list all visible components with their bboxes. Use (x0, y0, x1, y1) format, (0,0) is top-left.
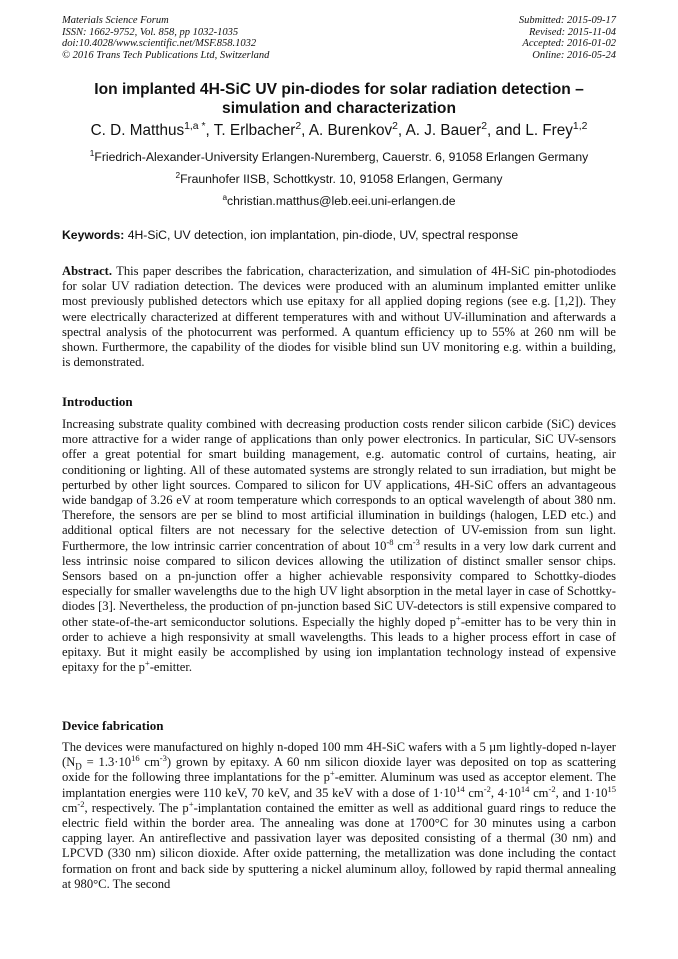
dates-info (519, 15, 616, 61)
device-text-run: + (329, 768, 335, 779)
affiliation-mark: a (222, 191, 228, 202)
issn-line: ISSN: 1662-9752, Vol. 858, pp 1032-1035 (62, 26, 239, 38)
device-text-run: -2 (77, 798, 85, 809)
author-sep: , and (487, 122, 526, 139)
introduction-paragraph (62, 417, 616, 675)
device-fabrication-paragraph (62, 740, 616, 892)
keywords-label: Keywords: (62, 228, 125, 242)
affiliation-text: Fraunhofer IISB, Schottkystr. 10, 91058 Erlangen, Germany (180, 172, 503, 186)
author-sep: , (205, 122, 214, 139)
device-text-run: 15 (607, 783, 616, 794)
device-text-run: -2 (483, 783, 491, 794)
author-name: A. J. Bauer (405, 122, 482, 139)
online-date: Online: 2016-05-24 (532, 49, 616, 61)
device-text-run: , and 1·10 (555, 785, 608, 800)
device-text-run: 16 (131, 753, 140, 764)
journal-name: Materials Science Forum (62, 15, 169, 26)
affiliation-email (40, 191, 638, 209)
device-text-run: cm (62, 800, 78, 815)
author-sep: , (301, 122, 309, 139)
journal-info (62, 15, 269, 61)
author-list (40, 121, 638, 140)
device-text-run: ) grown by epitaxy. A 60 nm silicon dioxide layer was deposited on top as scattering oxide for the following three implantations for the p (62, 755, 616, 785)
abstract-label: Abstract. (62, 264, 113, 278)
device-text-run: , 4·10 (490, 785, 521, 800)
intro-text-run: + (144, 658, 150, 669)
intro-text-run: -emitter has to be very thin in order to achieve a high responsivity at small wavelengths. This leads to a higher process effort in case of epitaxy. But it might easily be accomplished by using ion implantation technology instead of expensive epitaxy for the p (62, 614, 616, 675)
device-text-run: = 1.3·10 (81, 755, 132, 770)
author-name: L. Frey (525, 122, 573, 139)
device-text-run: cm (139, 755, 160, 770)
author-name: A. Burenkov (308, 122, 393, 139)
keywords-text: 4H-SiC, UV detection, ion implantation, pin-diode, UV, spectral response (124, 228, 519, 242)
device-text-run: , respectively. The p (84, 800, 189, 815)
intro-text-run: Increasing substrate quality combined with decreasing production costs render silicon carbide (SiC) devices more attractive for a wider range of applications than only power electronics. In particular, SiC UV-sensors offer a great potential for smart building management, e.g. automatic control of curtains, heating, air conditioning or lighting. All of these automated systems are strongly related to sun irradiation, but might be perturbed by other light sources. Compared to silicon for UV applications, 4H-SiC offers an advantageous wide bandgap of 3.26 eV at room temperature which corresponds to an optical wavelength of about 380 nm. Therefore, the sensors are per se blind to most artificial illumination in buildings (halogen, LED etc.) and additional optical filters are not necessary for the selective detection of UV-emission from sun light. Furthermore, the low intrinsic carrier concentration of about 10 (62, 417, 616, 553)
paper-title (62, 80, 616, 118)
section-heading-introduction: Introduction (62, 394, 133, 409)
intro-text-run: -3 (412, 536, 420, 547)
author-affil-mark: 1,2 (572, 120, 588, 132)
author-name: T. Erlbacher (213, 122, 296, 139)
intro-text-run: -emitter. (149, 660, 193, 675)
affiliation-text: Friedrich-Alexander-University Erlangen-Nuremberg, Cauerstr. 6, 91058 Erlangen Germany (94, 150, 589, 164)
device-text-run: -3 (159, 753, 167, 764)
device-text-run: -2 (548, 783, 556, 794)
author-affil-mark: 1,a * (184, 120, 206, 132)
abstract-text: This paper describes the fabrication, characterization, and simulation of 4H-SiC pin-photodiodes for solar UV radiation detection. The devices were produced with an aluminum implanted emitter unlike most previously published detectors which use epitaxy for all applied doping regions (see e.g. [1,2]). They were electrically characterized at different temperatures with and without UV-illumination and afterwards a spectral analysis of the photocurrent was performed. A quantum efficiency up to 55% at 260 nm will be shown. Furthermore, the capability of the diodes for visible blind sun UV monitoring e.g. within a building, is demonstrated. (62, 264, 616, 370)
abstract (62, 264, 616, 370)
device-text-run: cm (464, 785, 484, 800)
intro-text-run: -8 (386, 536, 394, 547)
email-link[interactable]: christian.matthus@leb.eei.uni-erlangen.de (227, 194, 456, 208)
author-sep: , (397, 122, 406, 139)
author-affil-mark: 2 (295, 120, 302, 132)
title-line-1: Ion implanted 4H-SiC UV pin-diodes for solar radiation detection – (94, 81, 584, 98)
device-text-run: 14 (456, 783, 465, 794)
device-text-run: cm (529, 785, 549, 800)
author-name: C. D. Matthus (90, 122, 185, 139)
doi-line: doi:10.4028/www.scientific.net/MSF.858.1032 (62, 38, 257, 50)
affiliation-mark: 1 (89, 147, 95, 158)
section-heading-device-fabrication: Device fabrication (62, 718, 164, 733)
accepted-date: Accepted: 2016-01-02 (522, 38, 616, 50)
intro-text-run: results in a very low dark current and less intrinsic noise compared to silicon devices allowing the utilization of distinct smaller sensor chips. Sensors based on a pn-junction offer a higher achievable responsivity compared to Schottky-diodes especially for smaller wavelengths due to the high UV light absorption in the metal layer in case of Schottky-diodes [3]. Nevertheless, the production of pn-junction based SiC UV-detectors is still expensive compared to other state-of-the-art semiconductor solutions. Especially the highly doped p (62, 538, 616, 629)
revised-date: Revised: 2015-11-04 (529, 26, 616, 38)
device-text-run: + (188, 798, 194, 809)
device-text-run: -emitter. Aluminum was used as acceptor element. The implantation energies were 110 keV, 70 keV, and 35 keV with a dose of 1·10 (62, 770, 616, 800)
device-text-run: -implantation contained the emitter as well as additional guard rings to reduce the electric field within the border area. The annealing was done at 1700°C for 30 minutes using a carbon capping layer. An antireflective and passivation layer was deposited consisting of a thermal (30 nm) and LPCVD (330 nm) silicon dioxide. After oxide patterning, the metallization was done including the contact formation on front and back side by sputtering a nickel aluminum alloy, followed by rapid thermal annealing at 980°C. The second (62, 800, 617, 891)
affiliation-mark: 2 (175, 169, 181, 180)
intro-text-run: cm (393, 538, 413, 553)
submitted-date: Submitted: 2015-09-17 (518, 15, 616, 26)
author-affil-mark: 2 (481, 120, 488, 132)
device-text-run: 14 (520, 783, 530, 794)
title-line-2: simulation and characterization (222, 100, 456, 117)
intro-text-run: + (456, 612, 461, 623)
device-text-run: D (75, 761, 82, 772)
affiliation-1 (40, 147, 638, 165)
copyright-line: © 2016 Trans Tech Publications Ltd, Switzerland (62, 49, 270, 61)
device-text-run: The devices were manufactured on highly n-doped 100 mm 4H-SiC wafers with a 5 µm lightly-doped n-layer (N (62, 740, 616, 770)
keywords (62, 228, 622, 243)
author-affil-mark: 2 (392, 120, 398, 132)
affiliation-2 (40, 169, 638, 187)
